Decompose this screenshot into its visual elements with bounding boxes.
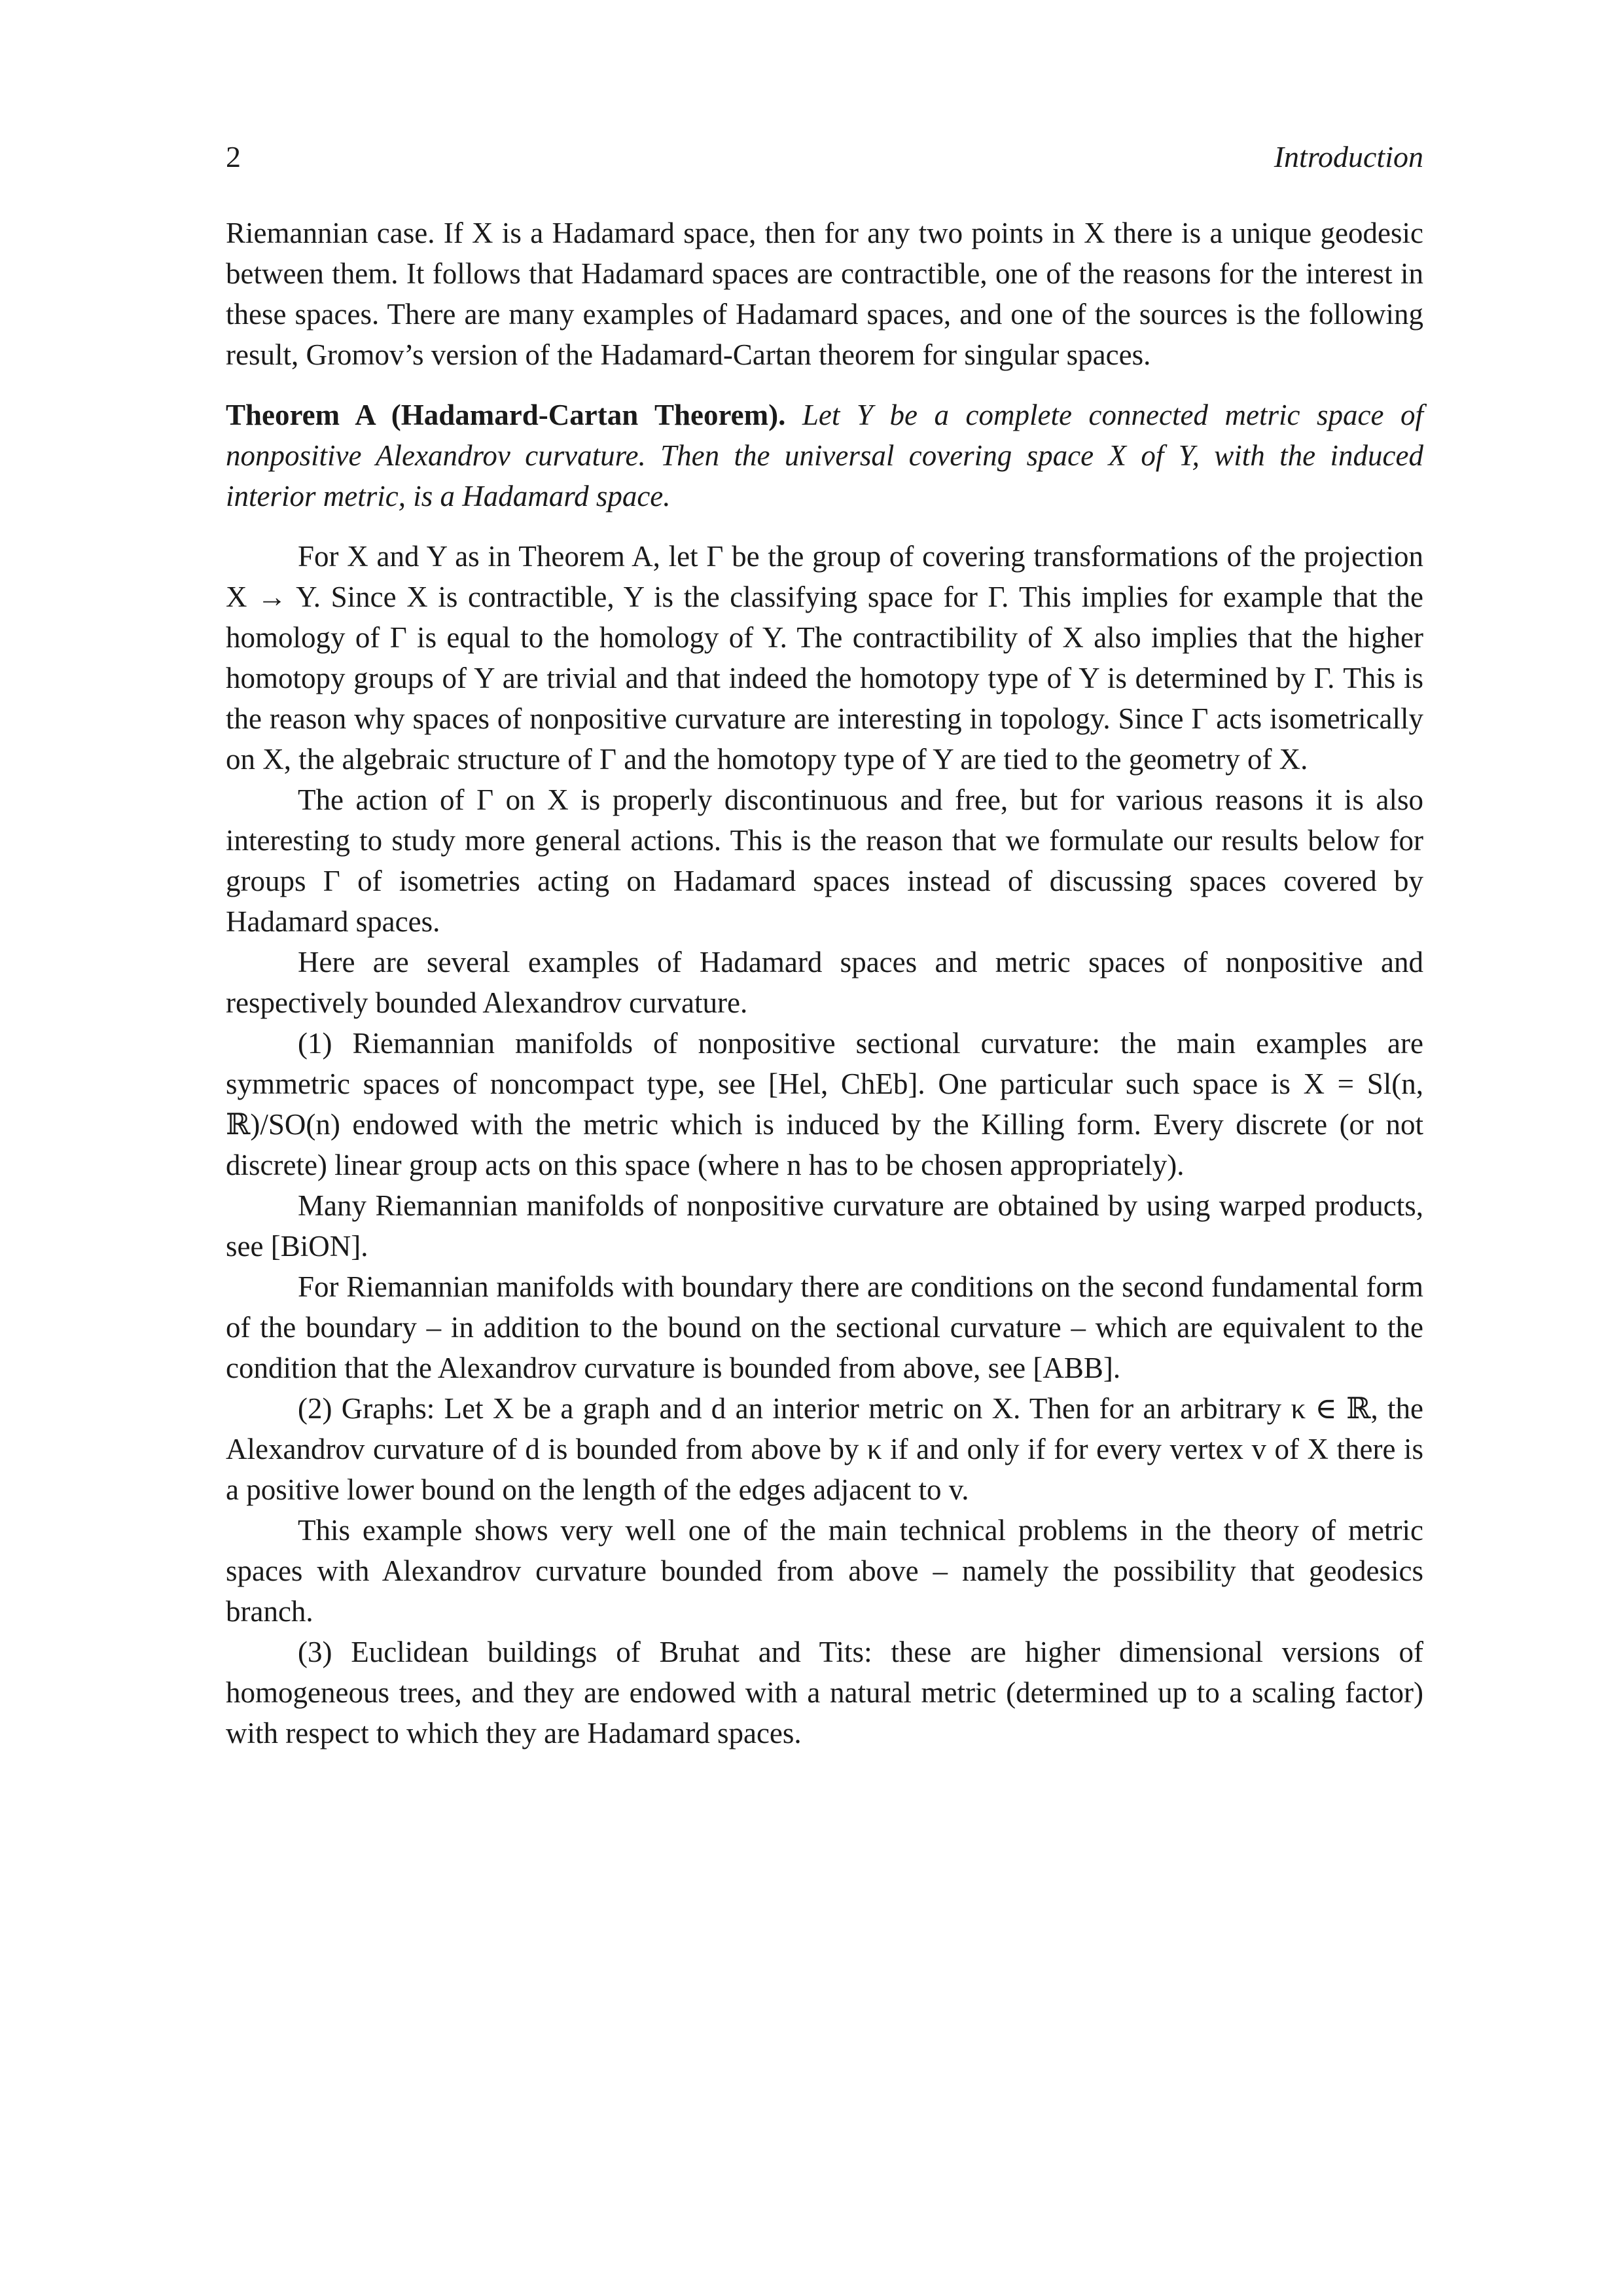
- paragraph-example-graphs: (2) Graphs: Let X be a graph and d an interior metric on X. Then for an arbitrary κ ∈ ℝ, the Alexandrov curvature of d is bounded from above by κ if and only if for every vertex v of X there is a positive lower bound on the length of the edges adjacent to v.: [226, 1392, 1423, 1506]
- running-head: [226, 134, 1423, 180]
- page-number: 2: [226, 140, 241, 173]
- theorem-a: [226, 395, 1423, 516]
- body-text: [226, 213, 1423, 1753]
- paragraph-geodesics-branch: This example shows very well one of the main technical problems in the theory of metric spaces with Alexandrov curvature bounded from above – namely the possibility that geodesics branch.: [226, 1514, 1423, 1628]
- paragraph-action-of-gamma: The action of Γ on X is properly discontinuous and free, but for various reasons it is also interesting to study more general actions. This is the reason that we formulate our results below for groups Γ of isometries acting on Hadamard spaces instead of discussing spaces covered by Hadamard spaces.: [226, 783, 1423, 938]
- paragraph-covering-transformations: For X and Y as in Theorem A, let Γ be the group of covering transformations of the projection X → Y. Since X is contractible, Y is the classifying space for Γ. This implies for example that the homology of Γ is equal to the homology of Y. The contractibility of X also implies that the higher homotopy groups of Y are trivial and that indeed the homotopy type of Y is determined by Γ. This is the reason why spaces of nonpositive curvature are interesting in topology. Since Γ acts isometrically on X, the algebraic structure of Γ and the homotopy type of Y are tied to the geometry of X.: [226, 540, 1423, 776]
- theorem-a-statement: Let Y be a complete connected metric space of nonpositive Alexandrov curvature. Then the universal covering space X of Y, with the induced interior metric, is a Hadamard space.: [226, 399, 1423, 512]
- section-title: Introduction: [1274, 140, 1423, 173]
- paragraph-intro-continuation: Riemannian case. If X is a Hadamard space, then for any two points in X there is a unique geodesic between them. It follows that Hadamard spaces are contractible, one of the reasons for the interest in these spaces. There are many examples of Hadamard spaces, and one of the sources is the following result, Gromov’s version of the Hadamard-Cartan theorem for singular spaces.: [226, 217, 1423, 371]
- paragraph-example-buildings: (3) Euclidean buildings of Bruhat and Tits: these are higher dimensional versions of homogeneous trees, and they are endowed with a natural metric (determined up to a scaling factor) with respect to which they are Hadamard spaces.: [226, 1636, 1423, 1749]
- paragraph-warped-products: Many Riemannian manifolds of nonpositive curvature are obtained by using warped products, see [BiON].: [226, 1189, 1423, 1263]
- paragraph-boundary: For Riemannian manifolds with boundary there are conditions on the second fundamental form of the boundary – in addition to the bound on the sectional curvature – which are equivalent to the condition that the Alexandrov curvature is bounded from above, see [ABB].: [226, 1270, 1423, 1384]
- theorem-a-label: Theorem A (Hadamard-Cartan Theorem).: [226, 399, 786, 431]
- paragraph-example-riemannian: (1) Riemannian manifolds of nonpositive sectional curvature: the main examples are symmetric spaces of noncompact type, see [Hel, ChEb]. One particular such space is X = Sl(n, ℝ)/SO(n) endowed with the metric which is induced by the Killing form. Every discrete (or not discrete) linear group acts on this space (where n has to be chosen appropriately).: [226, 1027, 1423, 1181]
- paragraph-examples-intro: Here are several examples of Hadamard spaces and metric spaces of nonpositive and respectively bounded Alexandrov curvature.: [226, 946, 1423, 1019]
